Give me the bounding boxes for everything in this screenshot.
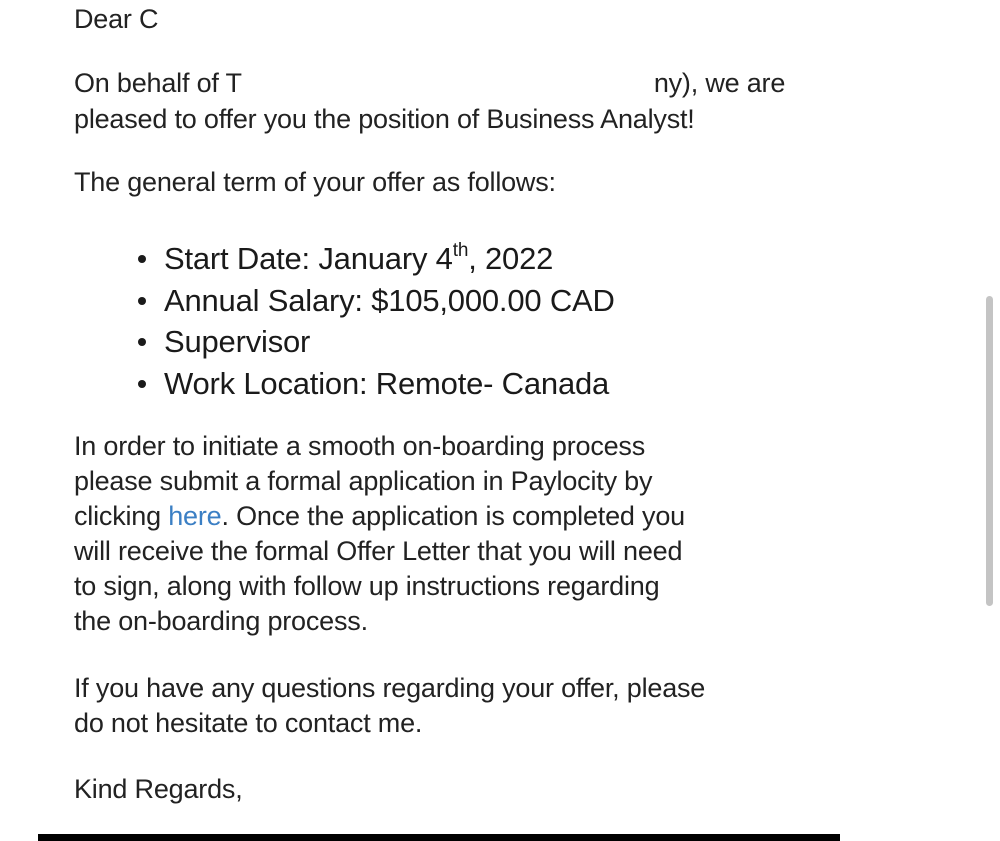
onboarding-line: please submit a formal application in Paylocity by (74, 466, 653, 496)
bottom-divider-bar (38, 834, 840, 841)
paylocity-application-link[interactable]: here (168, 501, 222, 531)
offer-terms-list (138, 238, 615, 404)
term-salary (138, 280, 615, 322)
bullet-icon (138, 380, 146, 388)
questions-line: do not hesitate to contact me. (74, 708, 423, 738)
vertical-scrollbar[interactable] (986, 296, 993, 606)
greeting: Dear C (74, 4, 159, 34)
onboarding-line: In order to initiate a smooth on-boarding process (74, 431, 646, 461)
terms-intro: The general term of your offer as follows: (74, 167, 556, 197)
onboarding-link-suffix: . Once the application is completed you (221, 501, 685, 531)
offer-line-position: pleased to offer you the position of Business Analyst! (74, 103, 695, 134)
offer-line-start: On behalf of T (74, 68, 242, 98)
onboarding-line: the on-boarding process. (74, 606, 368, 636)
supervisor-label: Supervisor (164, 324, 311, 359)
bullet-icon (138, 338, 146, 346)
start-date-text: Start Date: January 4 (164, 241, 453, 276)
start-date-ordinal: th (452, 240, 469, 261)
offer-line-end: ny), we are (653, 68, 786, 98)
onboarding-paragraph (74, 429, 685, 639)
onboarding-line: to sign, along with follow up instructions regarding (74, 571, 660, 601)
term-start-date (138, 238, 615, 280)
bullet-icon (138, 297, 146, 305)
term-location (138, 363, 615, 405)
onboarding-line: will receive the formal Offer Letter that you will need (74, 536, 683, 566)
redacted-supervisor-name (310, 327, 560, 361)
questions-paragraph (74, 671, 705, 741)
redacted-company-name (242, 68, 654, 102)
start-date-year: , 2022 (468, 241, 554, 276)
salary-text: Annual Salary: $105,000.00 CAD (164, 282, 615, 318)
location-text: Work Location: Remote- Canada (164, 365, 610, 401)
term-supervisor (138, 321, 615, 363)
onboarding-link-prefix: clicking (74, 501, 169, 531)
offer-paragraph (74, 66, 785, 137)
questions-line: If you have any questions regarding your offer, please (74, 673, 706, 703)
bullet-icon (138, 255, 146, 263)
closing-text: Kind Regards, (74, 774, 243, 804)
